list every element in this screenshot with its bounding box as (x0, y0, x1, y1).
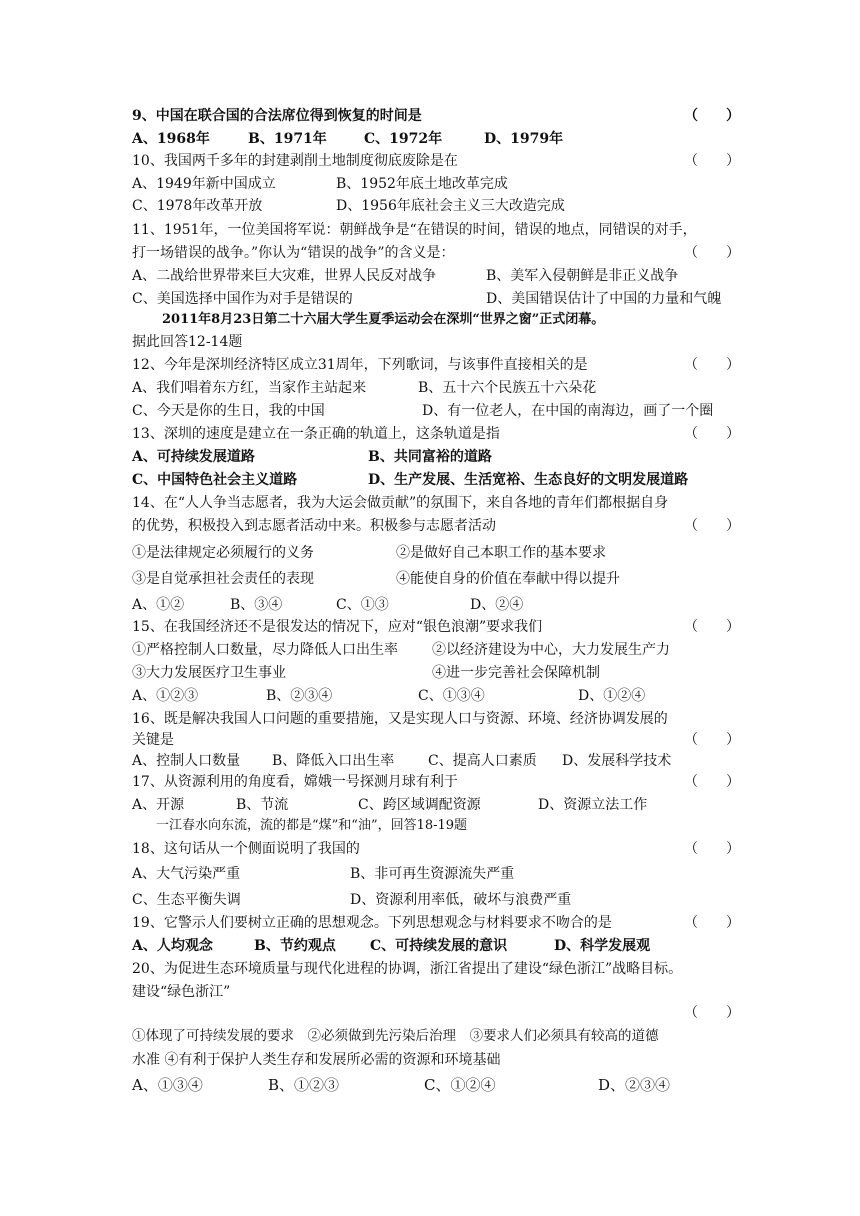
question-11-stem-line1: 11、1951年，一位美国将军说：朝鲜战争是“在错误的时间，错误的地点，同错误的对手， (132, 222, 697, 238)
question-19-options (132, 936, 732, 956)
option-d: D、1979年 (484, 131, 564, 147)
question-20-bracket-line (132, 1003, 740, 1023)
option-a: A、人均观念 (132, 938, 213, 954)
option-a: A、可持续发展道路 (132, 449, 255, 465)
question-16-stem-line1: 16、既是解决我国人口问题的重要措施，又是实现人口与资源、环境、经济协调发展的 (132, 711, 668, 727)
question-12-options-row2 (132, 401, 732, 421)
question-16-stem-line2: 关键是 （ ） (132, 732, 740, 748)
option-c: C、中国特色社会主义道路 (132, 472, 298, 488)
option-c: C、提高人口素质 (428, 753, 537, 769)
question-11-stem-line2: 打一场错误的战争。”你认为“错误的战争”的含义是： （ ） (132, 245, 740, 261)
question-9-stem: 9、中国在联合国的合法席位得到恢复的时间是 （ ） (132, 108, 740, 124)
option-d: D、②④ (470, 597, 524, 613)
option-b: B、节流 (236, 797, 289, 813)
question-9-options (132, 129, 732, 149)
question-20-statements-line2: 水准 ④有利于保护人类生存和发展所必需的资源和环境基础 (132, 1052, 501, 1068)
question-18-stem: 18、这句话从一个侧面说明了我国的 （ ） (132, 841, 740, 857)
statement-2: ②是做好自己本职工作的基本要求 (396, 545, 606, 561)
answer-bracket: （ ） (684, 732, 740, 748)
answer-bracket: （ ） (684, 426, 740, 442)
question-20-stem-line1: 20、为促进生态环境质量与现代化进程的协调，浙江省提出了建设“绿色浙江”战略目标。 (132, 961, 683, 977)
statement-2: ②以经济建设为中心，大力发展生产力 (432, 642, 670, 658)
question-13-options-row1 (132, 447, 732, 467)
option-c: C、美国选择中国作为对手是错误的 (132, 291, 353, 307)
question-19-stem: 19、它警示人们要树立正确的思想观念。下列思想观念与材料要求不吻合的是 （ ） (132, 915, 740, 931)
option-d: D、②③④ (598, 1076, 671, 1094)
option-b: B、②③④ (266, 688, 333, 704)
answer-bracket: （ ） (684, 915, 740, 931)
option-b: B、美军入侵朝鲜是非正义战争 (486, 268, 679, 284)
option-a: A、1968年 (132, 131, 210, 147)
question-16-options (132, 751, 732, 771)
question-18-options-row1 (132, 864, 732, 884)
material-intro-18-19: 一江春水向东流，流的都是“煤”和“油”，回答18-19题 (156, 818, 468, 833)
statement-3: ③大力发展医疗卫生事业 (132, 665, 286, 681)
answer-bracket: （ ） (684, 153, 740, 169)
question-11-options-row2 (132, 289, 732, 309)
answer-bracket: （ ） (684, 357, 740, 373)
question-13-options-row2 (132, 470, 732, 490)
option-b: B、五十六个民族五十六朵花 (418, 380, 597, 396)
question-15-statements-row1 (132, 640, 732, 660)
option-a: A、我们唱着东方红，当家作主站起来 (132, 380, 367, 396)
option-c: C、①②④ (424, 1076, 496, 1094)
question-17-options (132, 795, 732, 815)
statement-4: ④进一步完善社会保障机制 (432, 665, 600, 681)
question-15-options (132, 686, 732, 706)
option-d: D、科学发展观 (554, 938, 651, 954)
answer-bracket: （ ） (684, 619, 740, 635)
option-a: A、开源 (132, 797, 185, 813)
question-14-statements-row1 (132, 543, 732, 563)
question-14-statements-row2 (132, 569, 732, 589)
option-a: A、1949年新中国成立 (132, 176, 276, 192)
option-b: B、共同富裕的道路 (368, 449, 492, 465)
question-11-options-row1 (132, 266, 732, 286)
option-d: D、1956年底社会主义三大改造完成 (336, 198, 565, 214)
question-14-stem-line1: 14、在“人人争当志愿者，我为大运会做贡献”的氛围下，来自各地的青年们都根据自身 (132, 495, 669, 511)
option-c: C、①③④ (418, 688, 485, 704)
option-c: C、可持续发展的意识 (370, 938, 508, 954)
question-15-stem: 15、在我国经济还不是很发达的情况下，应对“银色浪潮”要求我们 （ ） (132, 619, 740, 635)
answer-bracket: （ ） (684, 108, 740, 124)
option-b: B、非可再生资源流失严重 (350, 866, 515, 882)
question-10-options-row1 (132, 174, 732, 194)
question-12-options-row1 (132, 378, 732, 398)
option-d: D、生产发展、生活宽裕、生态良好的文明发展道路 (368, 472, 689, 488)
answer-bracket: （ ） (684, 841, 740, 857)
option-b: B、1952年底土地改革完成 (336, 176, 508, 192)
option-a: A、①②③ (132, 688, 199, 704)
option-c: C、今天是你的生日，我的中国 (132, 403, 325, 419)
statement-1: ①严格控制人口数量，尽力降低人口出生率 (132, 642, 398, 658)
answer-bracket: （ ） (684, 245, 740, 261)
question-14-options (132, 595, 732, 615)
question-12-stem: 12、今年是深圳经济特区成立31周年，下列歌词，与该事件直接相关的是 （ ） (132, 357, 740, 373)
option-a: A、①③④ (132, 1076, 203, 1094)
option-b: B、③④ (230, 597, 283, 613)
option-c: C、①③ (336, 597, 389, 613)
option-d: D、①②④ (578, 688, 646, 704)
question-13-stem: 13、深圳的速度是建立在一条正确的轨道上，这条轨道是指 （ ） (132, 426, 740, 442)
material-intro-12-14: 2011年8月23日第二十六届大学生夏季运动会在深圳“世界之窗”正式闭幕。 (162, 312, 605, 327)
question-20-statements-line1: ①体现了可持续发展的要求 ②必须做到先污染后治理 ③要求人们必须具有较高的道德 (132, 1028, 659, 1044)
material-intro-12-14-instruction: 据此回答12-14题 (132, 334, 243, 350)
option-b: B、节约观点 (254, 938, 336, 954)
answer-bracket: （ ） (684, 774, 740, 790)
question-20-stem-line2: 建设“绿色浙江” (132, 984, 231, 1000)
statement-4: ④能使自身的价值在奉献中得以提升 (396, 571, 620, 587)
statement-3: ③是自觉承担社会责任的表现 (132, 571, 314, 587)
question-17-stem: 17、从资源利用的角度看，嫦娥一号探测月球有利于 （ ） (132, 774, 740, 790)
answer-bracket: （ ） (684, 1005, 740, 1021)
option-d: D、资源立法工作 (538, 797, 648, 813)
option-d: D、美国错误估计了中国的力量和气魄 (486, 291, 722, 307)
option-a: A、二战给世界带来巨大灾难，世界人民反对战争 (132, 268, 437, 284)
option-b: B、①②③ (268, 1076, 340, 1094)
question-15-statements-row2 (132, 663, 732, 683)
option-b: B、1971年 (248, 131, 327, 147)
option-c: C、跨区域调配资源 (358, 797, 481, 813)
option-d: D、发展科学技术 (562, 753, 672, 769)
option-a: A、控制人口数量 (132, 753, 241, 769)
option-c: C、1972年 (364, 131, 443, 147)
answer-bracket: （ ） (684, 518, 740, 534)
option-d: D、资源利用率低，破坏与浪费严重 (350, 892, 572, 908)
question-14-stem-line2: 的优势，积极投入到志愿者活动中来。积极参与志愿者活动 （ ） (132, 518, 740, 534)
option-c: C、1978年改革开放 (132, 198, 263, 214)
question-10-options-row2 (132, 196, 732, 216)
option-a: A、①② (132, 597, 185, 613)
option-d: D、有一位老人，在中国的南海边，画了一个圈 (422, 403, 714, 419)
option-a: A、大气污染严重 (132, 866, 241, 882)
option-c: C、生态平衡失调 (132, 892, 241, 908)
question-18-options-row2 (132, 890, 732, 910)
statement-1: ①是法律规定必须履行的义务 (132, 545, 314, 561)
option-b: B、降低入口出生率 (272, 753, 395, 769)
question-10-stem: 10、我国两千多年的封建剥削土地制度彻底废除是在 （ ） (132, 153, 740, 169)
question-20-options (132, 1075, 732, 1095)
